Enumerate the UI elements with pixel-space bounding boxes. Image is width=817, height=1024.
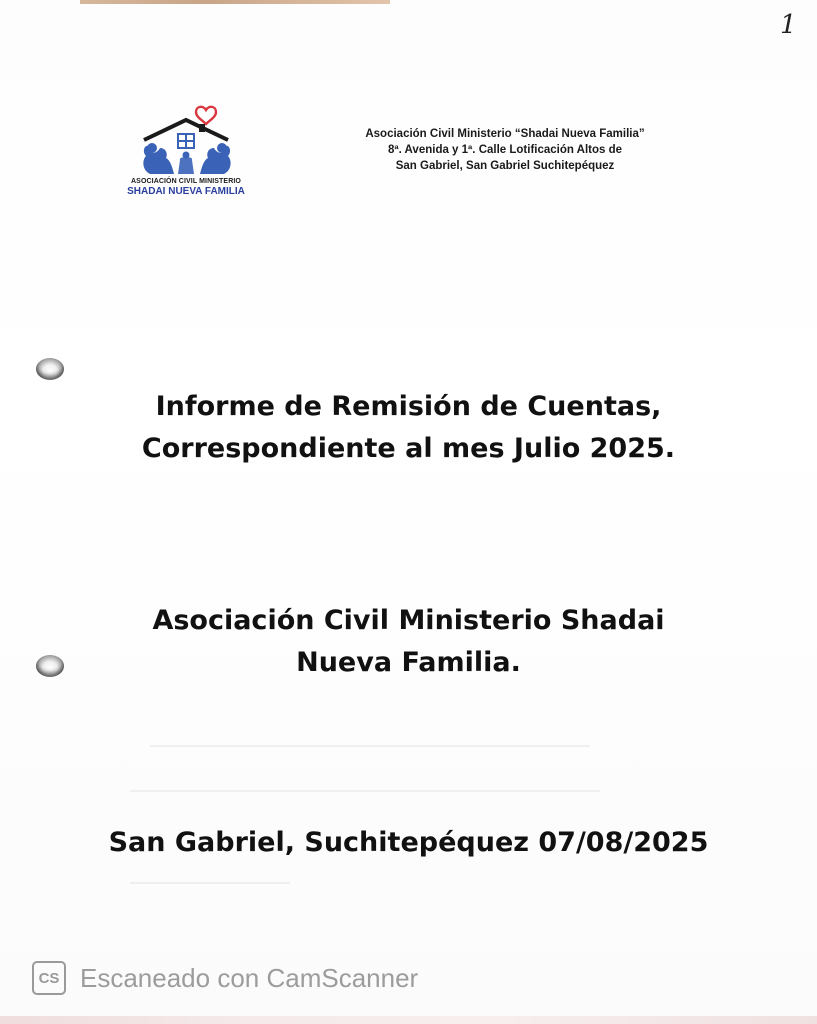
organization-address <box>320 126 690 174</box>
report-title <box>60 386 757 470</box>
page-number: 1 <box>780 10 797 40</box>
tape-strip <box>80 0 390 4</box>
camscanner-logo-icon: CS <box>32 961 66 995</box>
organization-name <box>60 600 757 684</box>
child-figure <box>178 157 194 174</box>
bleed-through-line <box>150 745 590 747</box>
house-family-icon <box>108 104 268 184</box>
report-title-line: Informe de Remisión de Cuentas, <box>155 391 662 422</box>
organization-name-line: Asociación Civil Ministerio Shadai <box>152 605 665 636</box>
organization-name-line: Nueva Familia. <box>296 647 521 678</box>
bleed-through-line <box>130 882 290 884</box>
punch-hole <box>36 358 64 380</box>
report-title-line: Correspondiente al mes Julio 2025. <box>141 433 676 464</box>
place-and-date: San Gabriel, Suchitepéquez 07/08/2025 <box>108 827 709 858</box>
watermark-text: Escaneado con CamScanner <box>80 962 419 993</box>
address-line: 8ª. Avenida y 1ª. Calle Lotificación Altos de <box>387 144 623 156</box>
scanner-watermark <box>32 958 418 998</box>
bleed-through-line <box>130 790 600 792</box>
page-bottom-edge <box>0 1016 817 1024</box>
logo-name: SHADAI NUEVA FAMILIA <box>127 186 245 197</box>
address-line: Asociación Civil Ministerio “Shadai Nueva Familia” <box>365 128 645 140</box>
heart-icon <box>196 107 216 124</box>
address-line: San Gabriel, San Gabriel Suchitepéquez <box>395 160 615 172</box>
logo-caption: ASOCIACIÓN CIVIL MINISTERIO <box>131 178 241 185</box>
